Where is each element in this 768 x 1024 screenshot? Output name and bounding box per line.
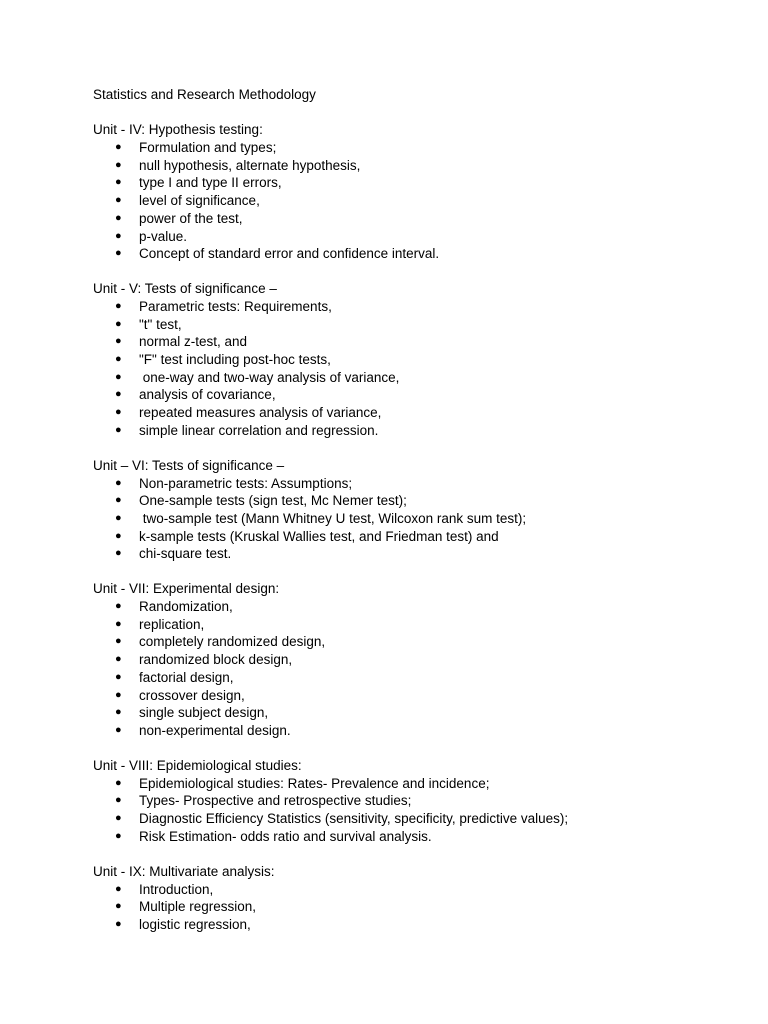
bullet-list [93, 475, 733, 564]
list-item: ● "t" test, [93, 316, 733, 334]
list-item: ● completely randomized design, [93, 633, 733, 651]
list-item: ● normal z-test, and [93, 333, 733, 351]
list-item: ● Randomization, [93, 598, 733, 616]
list-item: ● analysis of covariance, [93, 386, 733, 404]
list-item: ● crossover design, [93, 687, 733, 705]
list-item: ● k-sample tests (Kruskal Wallies test, and Friedman test) and [93, 528, 733, 546]
list-item: ● Epidemiological studies: Rates- Prevalence and incidence; [93, 775, 733, 793]
unit-heading: Unit - IX: Multivariate analysis: [93, 863, 275, 879]
list-item: ● Non-parametric tests: Assumptions; [93, 475, 733, 493]
list-item: ● Risk Estimation- odds ratio and survival analysis. [93, 828, 733, 846]
list-item: ● Formulation and types; [93, 139, 733, 157]
unit-heading: Unit - IV: Hypothesis testing: [93, 122, 263, 137]
unit-section [93, 121, 733, 263]
unit-section [93, 757, 733, 846]
unit-section [93, 863, 733, 934]
list-item: ● "F" test including post-hoc tests, [93, 351, 733, 369]
list-item: ● Types- Prospective and retrospective studies; [93, 792, 733, 810]
list-item: ● repeated measures analysis of variance, [93, 404, 733, 422]
list-item: ● non-experimental design. [93, 722, 733, 740]
list-item: ● type I and type II errors, [93, 174, 733, 192]
list-item: ● Concept of standard error and confidence interval. [93, 245, 733, 263]
bullet-list [93, 298, 733, 440]
list-item: ● Parametric tests: Requirements, [93, 298, 733, 316]
list-item: ● two-sample test (Mann Whitney U test, Wilcoxon rank sum test); [93, 510, 733, 528]
units-container [93, 121, 733, 934]
list-item: ● logistic regression, [93, 916, 733, 934]
list-item: ● one-way and two-way analysis of variance, [93, 369, 733, 387]
list-item: ● single subject design, [93, 704, 733, 722]
unit-section [93, 457, 733, 564]
list-item: ● factorial design, [93, 669, 733, 687]
list-item: ● replication, [93, 616, 733, 634]
unit-heading: Unit - VIII: Epidemiological studies: [93, 757, 302, 773]
list-item: ● Introduction, [93, 881, 733, 899]
document-title: Statistics and Research Methodology [93, 87, 316, 102]
bullet-list [93, 598, 733, 740]
list-item: ● level of significance, [93, 192, 733, 210]
list-item: ● chi-square test. [93, 545, 733, 563]
list-item: ● p-value. [93, 228, 733, 246]
bullet-list [93, 881, 733, 934]
list-item: ● power of the test, [93, 210, 733, 228]
unit-heading: Unit - V: Tests of significance – [93, 280, 277, 296]
bullet-list [93, 775, 733, 846]
list-item: ● simple linear correlation and regression. [93, 422, 733, 440]
document-page [93, 86, 733, 951]
unit-section [93, 280, 733, 440]
list-item: ● Multiple regression, [93, 898, 733, 916]
unit-heading: Unit - VII: Experimental design: [93, 581, 280, 597]
list-item: ● Diagnostic Efficiency Statistics (sensitivity, specificity, predictive values); [93, 810, 733, 828]
list-item: ● null hypothesis, alternate hypothesis, [93, 157, 733, 175]
unit-section [93, 580, 733, 740]
list-item: ● One-sample tests (sign test, Mc Nemer test); [93, 492, 733, 510]
list-item: ● randomized block design, [93, 651, 733, 669]
bullet-list [93, 139, 733, 263]
unit-heading: Unit – VI: Tests of significance – [93, 457, 285, 473]
